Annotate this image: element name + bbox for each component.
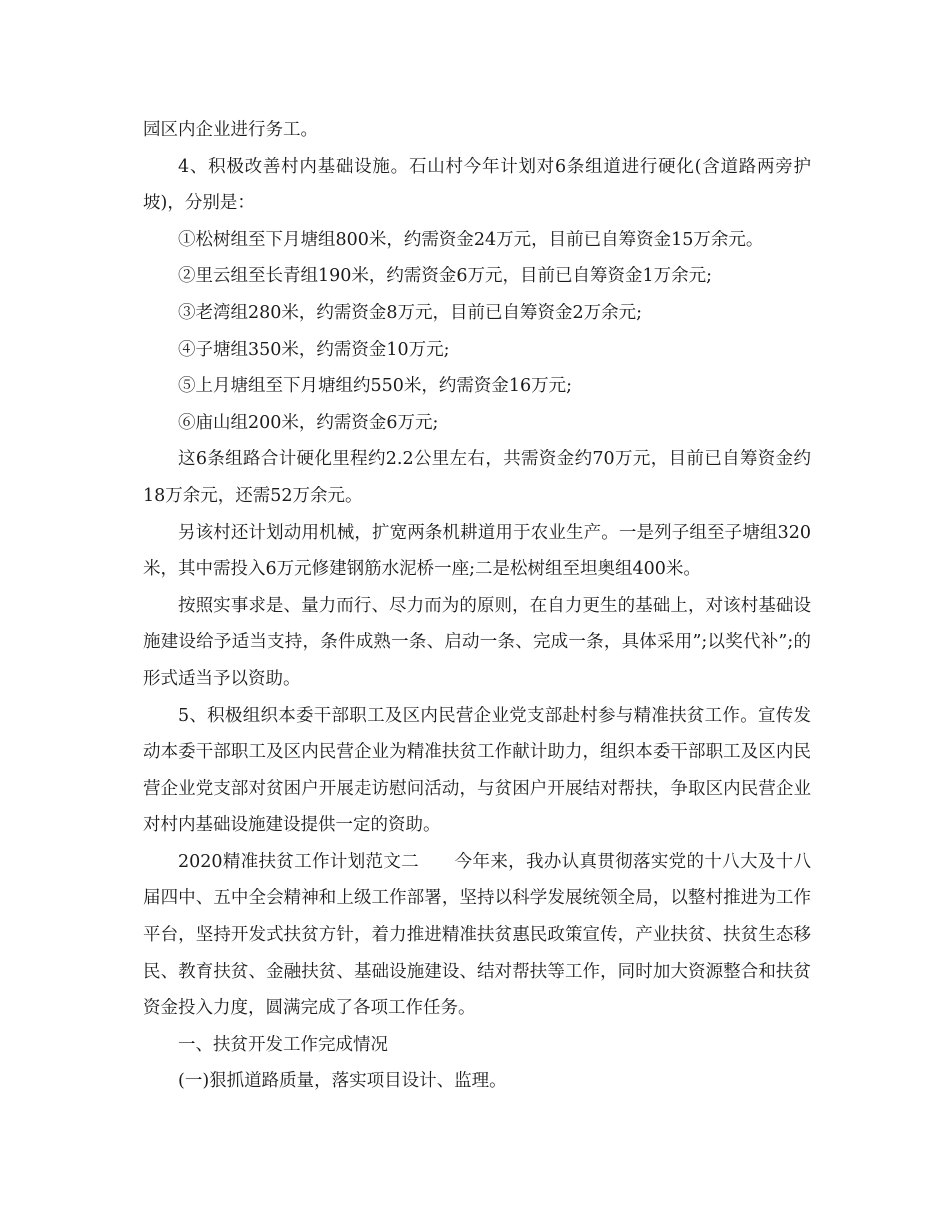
section-heading: 一、扶贫开发工作完成情况 [178, 1034, 388, 1055]
list-item: ⑥庙山组200米，约需资金6万元; [178, 412, 439, 433]
paragraph: 2020精准扶贫工作计划范文二 今年来，我办认真贯彻落实党的十八大及十八届四中、五中全会精神和上级工作部署，坚持以科学发展统领全局，以整村推进为工作平台，坚持开发式扶贫方针，着力推进精准扶贫惠民政策宣传，产业扶贫、扶贫生态移民、教育扶贫、金融扶贫、基础设施建设、结对帮扶等工作，同时加大资源整合和扶贫资金投入力度，圆满完成了各项工作任务。 [143, 851, 811, 1019]
paragraph: 园区内企业进行务工。 [143, 120, 318, 140]
list-item: ②里云组至长青组190米，约需资金6万元，目前已自筹资金1万余元; [178, 266, 713, 287]
paragraph: 这6条组路合计硬化里程约2.2公里左右，共需资金约70万元，目前已自筹资金约18万余元，还需52万余元。 [143, 449, 811, 506]
paragraph: 4、积极改善村内基础设施。石山村今年计划对6条组道进行硬化(含道路两旁护坡)，分别是： [143, 156, 811, 214]
list-item: ⑤上月塘组至下月塘组约550米，约需资金16万元; [178, 376, 573, 397]
subsection-heading: (一)狠抓道路质量，落实项目设计、监理。 [178, 1071, 507, 1092]
document-body [143, 112, 811, 1100]
paragraph: 5、积极组织本委干部职工及区内民营企业党支部赴村参与精准扶贫工作。宣传发动本委干部职工及区内民营企业为精准扶贫工作献计助力，组织本委干部职工及区内民营企业党支部对贫困户开展走访慰问活动，与贫困户开展结对帮扶，争取区内民营企业对村内基础设施建设提供一定的资助。 [143, 705, 811, 836]
list-item: ①松树组至下月塘组800米，约需资金24万元，目前已自筹资金15万余元。 [178, 229, 764, 250]
paragraph: 另该村还计划动用机械，扩宽两条机耕道用于农业生产。一是列子组至子塘组320米，其中需投入6万元修建钢筋水泥桥一座;二是松树组至坦奥组400米。 [143, 522, 811, 580]
paragraph: 按照实事求是、量力而行、尽力而为的原则，在自力更生的基础上，对该村基础设施建设给予适当支持，条件成熟一条、启动一条、完成一条，具体采用”;以奖代补”;的形式适当予以资助。 [143, 595, 811, 689]
list-item: ④子塘组350米，约需资金10万元; [178, 339, 450, 360]
list-item: ③老湾组280米，约需资金8万元，目前已自筹资金2万余元; [178, 302, 643, 323]
